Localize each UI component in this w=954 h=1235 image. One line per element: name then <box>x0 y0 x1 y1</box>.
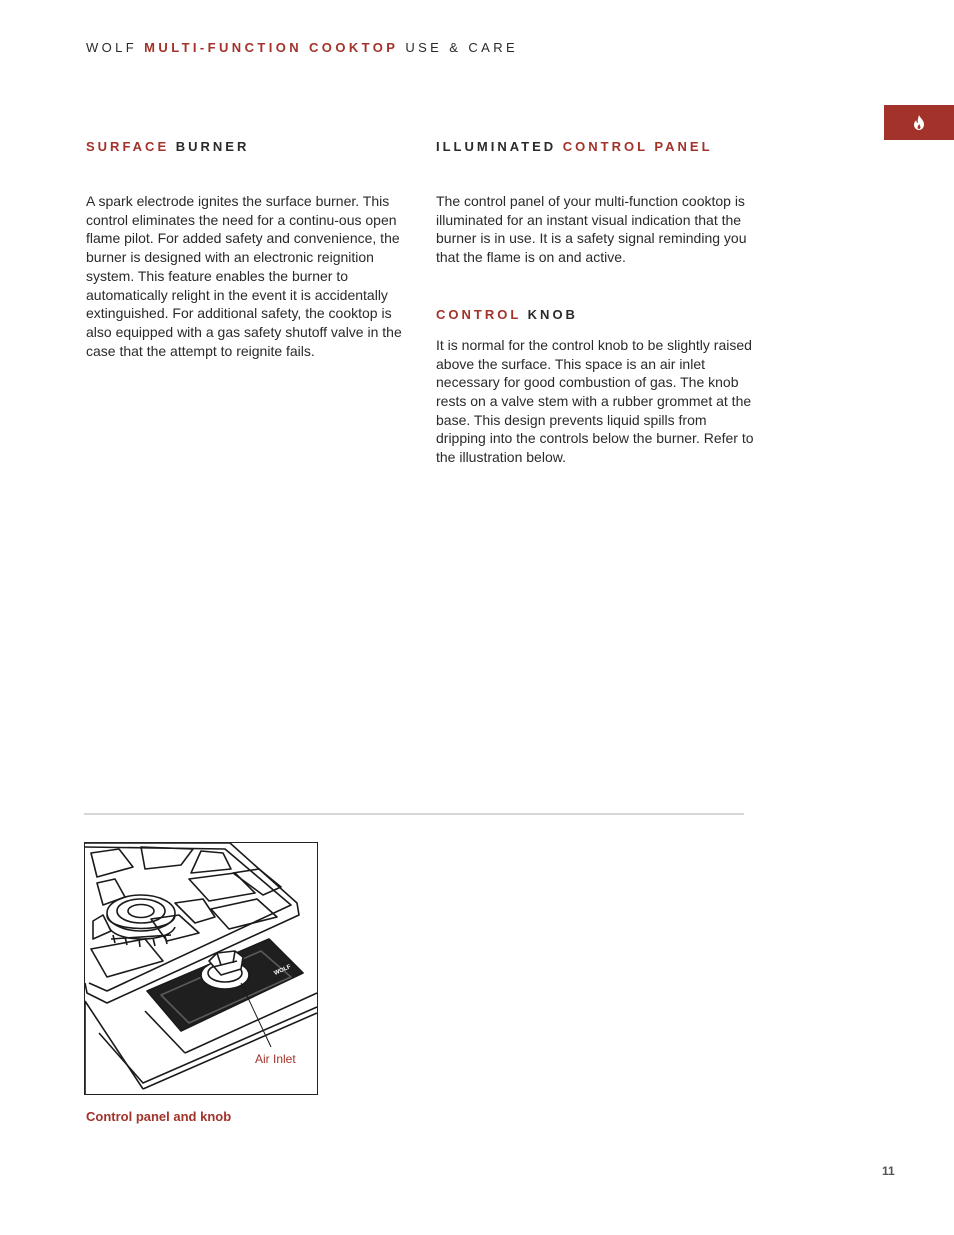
header-product: MULTI-FUNCTION COOKTOP <box>144 40 399 55</box>
control-knob-section <box>436 307 756 467</box>
control-knob-heading <box>436 307 756 322</box>
heading-accent: CONTROL <box>436 306 522 322</box>
header-suffix: USE & CARE <box>405 40 519 55</box>
heading-accent: SURFACE <box>86 139 170 154</box>
heading-rest: KNOB <box>527 306 578 322</box>
air-inlet-label: Air Inlet <box>255 1052 296 1066</box>
running-header <box>86 40 518 55</box>
section-tab <box>884 105 954 140</box>
heading-rest: ILLUMINATED <box>436 139 557 154</box>
heading-rest: BURNER <box>175 139 250 154</box>
header-brand: WOLF <box>86 40 138 55</box>
section-divider <box>84 813 744 815</box>
page-number: 11 <box>882 1164 895 1178</box>
control-knob-body: It is normal for the control knob to be slightly raised above the surface. This space is an air inlet necessary for good combustion of gas. The knob rests on a valve stem with a rubber grommet at the base. This design prevents liquid spills from dripping into the controls below the burner. Refer to the illustration below. <box>436 336 754 466</box>
flame-icon <box>913 115 925 130</box>
surface-burner-body: A spark electrode ignites the surface burner. This control eliminates the need for a continu-ous open flame pilot. For added safety and convenience, the burner is designed with an electronic reignition system. This feature enables the burner to automatically relight in the event it is accidentally extinguished. For additional safety, the cooktop is also equipped with a gas safety shutoff valve in the case that the attempt to reignite fails. <box>86 193 402 359</box>
control-panel-illustration <box>84 842 318 1095</box>
surface-burner-heading <box>86 139 406 154</box>
heading-accent: CONTROL PANEL <box>562 139 713 154</box>
illuminated-control-panel-section <box>436 139 756 267</box>
illuminated-control-panel-heading <box>436 139 756 154</box>
illuminated-control-panel-body: The control panel of your multi-function cooktop is illuminated for an instant visual indication that the burner is in use. It is a safety signal reminding you that the flame is on and active. <box>436 193 747 266</box>
surface-burner-section <box>86 139 406 360</box>
panel-logo: WOLF <box>273 964 292 977</box>
figure-caption: Control panel and knob <box>86 1109 232 1124</box>
right-column <box>436 139 756 467</box>
